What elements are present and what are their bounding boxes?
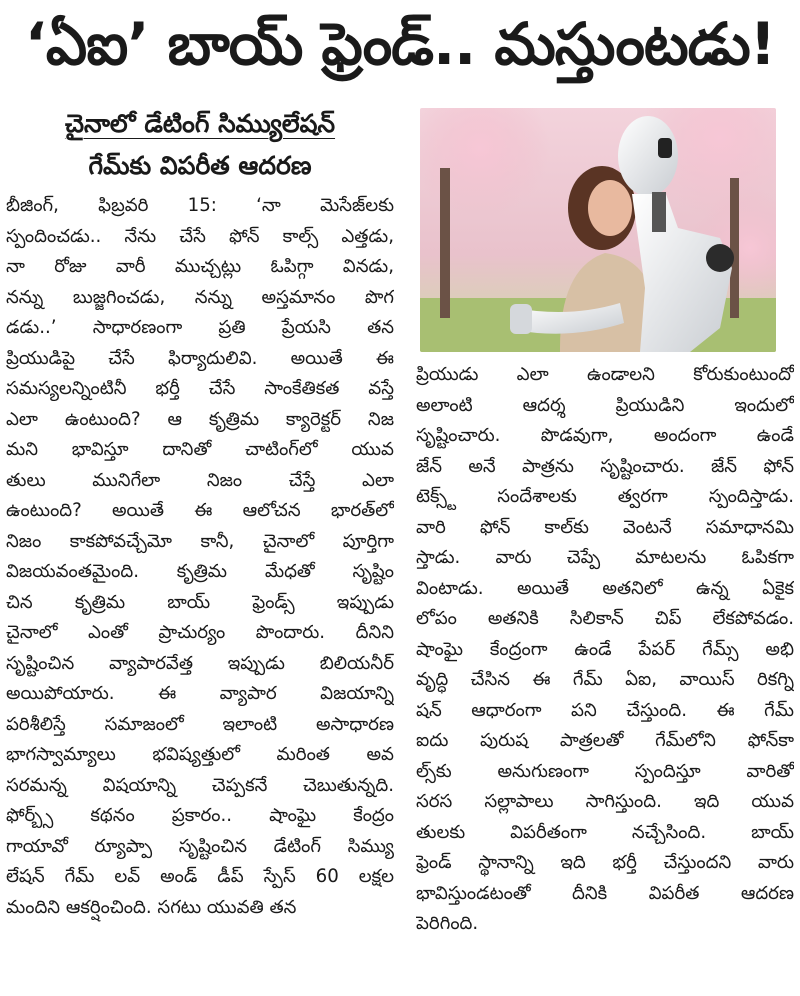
right-column-line: షాంఘై కేంద్రంగా ఉండే పేపర్ గేమ్స్ అభి xyxy=(416,638,794,660)
left-column-line: నన్ను బుజ్జగించడు, నన్ను అస్తమానం పొగ xyxy=(6,286,394,308)
left-column-line: ఉంటుంది? అయితే ఈ ఆలోచన భారత్‌లో xyxy=(6,500,394,521)
article-photo xyxy=(420,108,776,352)
right-column-line: జేన్ అనే పాత్రను సృష్టించారు. జేన్ ఫోన్ xyxy=(416,455,794,477)
right-column-line: వింటాడు. అయితే అతనిలో ఉన్న ఏకైక xyxy=(416,577,794,599)
right-column-text xyxy=(416,360,794,940)
left-column-line: చిన కృత్రిమ బాయ్ ఫ్రెండ్స్ ఇప్పుడు xyxy=(6,591,394,613)
left-column-line: విజయవంతమైంది. కృత్రిమ మేధతో సృష్టిం xyxy=(6,561,394,582)
right-column-line: లోపం అతనికి సిలికాన్ చిప్ లేకపోవడం. xyxy=(416,608,794,629)
left-column-line: మని భావిస్తూ దానితో చాటింగ్‌లో యువ xyxy=(6,439,394,460)
left-column-line: పరిశీలిస్తే సమాజంలో ఇలాంటి అసాధారణ xyxy=(6,713,394,735)
right-column-line: పెరిగింది. xyxy=(416,913,479,934)
right-column-line: ప్రియుడు ఎలా ఉండాలని కోరుకుంటుందో xyxy=(416,364,794,385)
right-column-line: స్తాడు. వారు చెప్పే మాటలను ఓపికగా xyxy=(416,547,794,568)
left-column-line: నా రోజు వారీ ముచ్చట్లు ఓపిగ్గా వినడు, xyxy=(6,256,394,277)
subheadline xyxy=(6,103,394,187)
right-column-line: షన్ ఆధారంగా పని చేస్తుంది. ఈ గేమ్ xyxy=(416,699,794,721)
left-column xyxy=(6,103,394,993)
left-column-line: ప్రియుడిపై చేసే ఫిర్యాదులివి. అయితే ఈ xyxy=(6,347,394,369)
right-column-line: ఫ్రెండ్ స్థానాన్ని ఇది భర్తీ చేస్తుందని వారు xyxy=(416,852,794,873)
right-column-line: వృద్ధి చేసిన ఈ గేమ్ ఏఐ, వాయిస్ రికగ్ని xyxy=(416,669,794,690)
right-column-line: భావిస్తుండటంతో దీనికి విపరీత ఆదరణ xyxy=(416,882,794,904)
right-column-line: టెక్స్ట్ సందేశాలకు త్వరగా స్పందిస్తాడు. xyxy=(416,486,794,507)
left-column-line: భాగస్వామ్యాలు భవిష్యత్తులో మరింత అవ xyxy=(6,744,394,765)
left-column-line: గాయావో ర్యూప్పా సృష్టించిన డేటింగ్ సిమ్యు xyxy=(6,835,394,857)
headline: ‘ఏఐ’ బాయ్ ఫ్రెండ్.. మస్తుంటడు! xyxy=(24,10,776,78)
subheadline-line-1: చైనాలో డేటింగ్ సిమ్యులేషన్ xyxy=(64,109,336,138)
left-column-text xyxy=(6,191,394,923)
right-column-line: అలాంటి ఆదర్శ ప్రియుడిని ఇందులో xyxy=(416,394,794,416)
left-column-line: లేషన్ గేమ్ లవ్ అండ్ డీప్ స్పేస్ 60 లక్షల xyxy=(6,866,394,887)
left-column-line: స్పందించడు.. నేను చేసే ఫోన్ కాల్స్ ఎత్తడు, xyxy=(6,225,394,247)
subheadline-line-2: గేమ్‌కు విపరీత ఆదరణ xyxy=(88,151,312,180)
left-column-line: ఫోర్బ్స్ కథనం ప్రకారం.. షాంఘై కేంద్రం xyxy=(6,805,394,826)
left-column-line: సృష్టించిన వ్యాపారవేత్త ఇప్పుడు బిలియనీర్ xyxy=(6,652,394,674)
left-column-line: సరమన్న విషయాన్ని చెప్పకనే చెబుతున్నది. xyxy=(6,774,394,796)
right-column-line: సరస సల్లాపాలు సాగిస్తుంది. ఇది యువ xyxy=(416,791,794,812)
left-column-line: నిజం కాకపోవచ్చేమో కానీ, చైనాలో పూర్తిగా xyxy=(6,530,394,552)
left-column-line: ఎలా ఉంటుంది? ఆ కృత్రిమ క్యారెక్టర్ నిజ xyxy=(6,408,394,430)
right-column-line: తులకు విపరీతంగా నచ్చేసింది. బాయ్ xyxy=(416,821,794,843)
right-column-line: ల్స్‌కు అనుగుణంగా స్పందిస్తూ వారితో xyxy=(416,760,794,782)
left-column-line: తులు మునిగేలా నిజం చేస్తే ఎలా xyxy=(6,469,394,491)
left-column-line: సమస్యలన్నింటినీ భర్తీ చేసే సాంకేతికత వస్తే xyxy=(6,378,394,399)
left-column-line: చైనాలో ఎంతో ప్రాచుర్యం పొందారు. దీనిని xyxy=(6,622,394,643)
left-column-line: అయిపోయారు. ఈ వ్యాపార విజయాన్ని xyxy=(6,683,394,704)
left-column-line: డడు..’ సాధారణంగా ప్రతి ప్రేయసి తన xyxy=(6,317,394,338)
right-column-line: సృష్టించారు. పొడవుగా, అందంగా ఉండే xyxy=(416,425,794,446)
right-column-line: ఐదు పురుష పాత్రలతో గేమ్‌లోని ఫోన్‌కా xyxy=(416,730,794,751)
right-column-line: వారి ఫోన్ కాల్‌కు వెంటనే సమాధానమి xyxy=(416,516,794,538)
left-column-line: బీజింగ్, ఫిబ్రవరి 15: ‘నా మెసేజ్‌లకు xyxy=(6,195,394,216)
left-column-line: మందిని ఆకర్షించింది. సగటు యువతి తన xyxy=(6,896,297,918)
